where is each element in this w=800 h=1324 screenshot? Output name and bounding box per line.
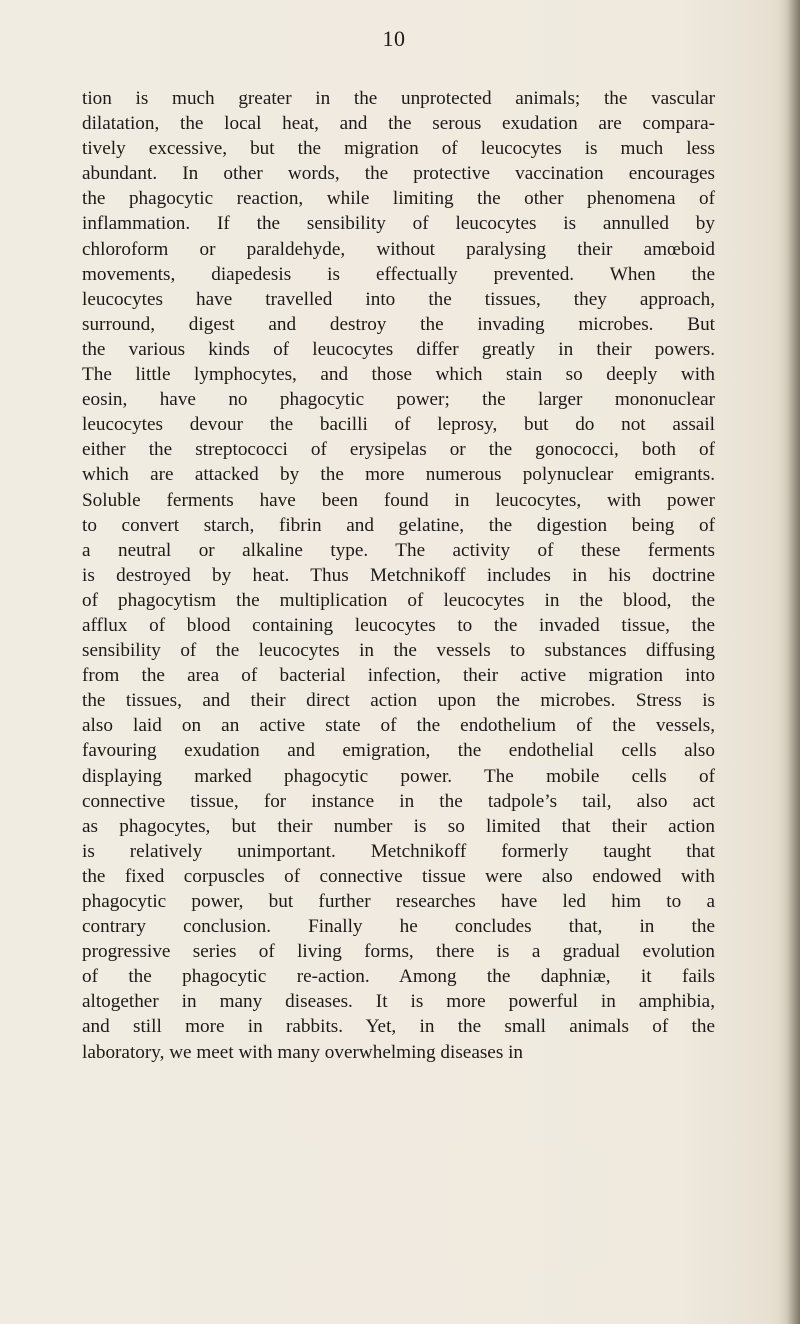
text-line: the phagocytic reaction, while limiting the other phenomena of — [82, 188, 715, 210]
text-line: altogether in many diseases. It is more powerful in amphibia, — [82, 991, 715, 1013]
text-line: to convert starch, fibrin and gelatine, the digestion being of — [82, 514, 715, 536]
text-line: displaying marked phagocytic power. The mobile cells of — [82, 765, 715, 787]
text-line: is destroyed by heat. Thus Metchnikoff includes in his doctrine — [82, 564, 715, 586]
text-line: chloroform or paraldehyde, without paralysing their amœboid — [82, 238, 715, 260]
text-line: surround, digest and destroy the invading microbes. But — [82, 313, 715, 335]
text-line: and still more in rabbits. Yet, in the small animals of the — [82, 1016, 715, 1038]
text-line: The little lymphocytes, and those which stain so deeply with — [82, 364, 715, 386]
body-text — [82, 86, 715, 1065]
text-line: favouring exudation and emigration, the endothelial cells also — [82, 740, 715, 762]
text-line: connective tissue, for instance in the tadpole’s tail, also act — [82, 790, 715, 812]
page-number: 10 — [382, 26, 406, 51]
text-line: tively excessive, but the migration of leucocytes is much less — [82, 138, 715, 160]
text-line: progressive series of living forms, there is a gradual evolution — [82, 941, 715, 963]
text-line: the various kinds of leucocytes differ greatly in their powers. — [82, 338, 715, 360]
text-line: the tissues, and their direct action upon the microbes. Stress is — [82, 690, 715, 712]
text-line: sensibility of the leucocytes in the vessels to substances diffusing — [82, 640, 715, 662]
text-line: inflammation. If the sensibility of leucocytes is annulled by — [82, 213, 715, 235]
text-line: is relatively unimportant. Metchnikoff formerly taught that — [82, 840, 715, 862]
text-line: from the area of bacterial infection, their active migration into — [82, 665, 715, 687]
text-line: tion is much greater in the unprotected animals; the vascular — [82, 88, 715, 109]
text-line: leucocytes devour the bacilli of leprosy, but do not assail — [82, 414, 715, 436]
text-line: the fixed corpuscles of connective tissue were also endowed with — [82, 865, 715, 887]
text-line: leucocytes have travelled into the tissues, they approach, — [82, 288, 715, 310]
text-line: a neutral or alkaline type. The activity of these ferments — [82, 539, 715, 561]
text-line: of phagocytism the multiplication of leucocytes in the blood, the — [82, 589, 715, 611]
text-line: eosin, have no phagocytic power; the larger mononuclear — [82, 389, 715, 411]
text-line: as phagocytes, but their number is so limited that their action — [82, 815, 715, 837]
text-line: which are attacked by the more numerous polynuclear emigrants. — [82, 464, 715, 486]
text-line: of the phagocytic re-action. Among the daphniæ, it fails — [82, 966, 715, 988]
text-line: also laid on an active state of the endothelium of the vessels, — [82, 715, 715, 737]
text-line: either the streptococci of erysipelas or the gonococci, both of — [82, 439, 715, 461]
text-line: movements, diapedesis is effectually prevented. When the — [82, 263, 715, 285]
text-line: abundant. In other words, the protective vaccination encourages — [82, 163, 715, 185]
page-edge-shadow — [778, 0, 800, 1324]
text-line: contrary conclusion. Finally he concludes that, in the — [82, 916, 715, 938]
text-line: laboratory, we meet with many overwhelming diseases in — [82, 1041, 524, 1063]
text-line: Soluble ferments have been found in leucocytes, with power — [82, 489, 715, 511]
text-line: afflux of blood containing leucocytes to the invaded tissue, the — [82, 614, 715, 636]
text-line: dilatation, the local heat, and the serous exudation are compara- — [82, 113, 715, 135]
text-line: phagocytic power, but further researches have led him to a — [82, 891, 715, 912]
